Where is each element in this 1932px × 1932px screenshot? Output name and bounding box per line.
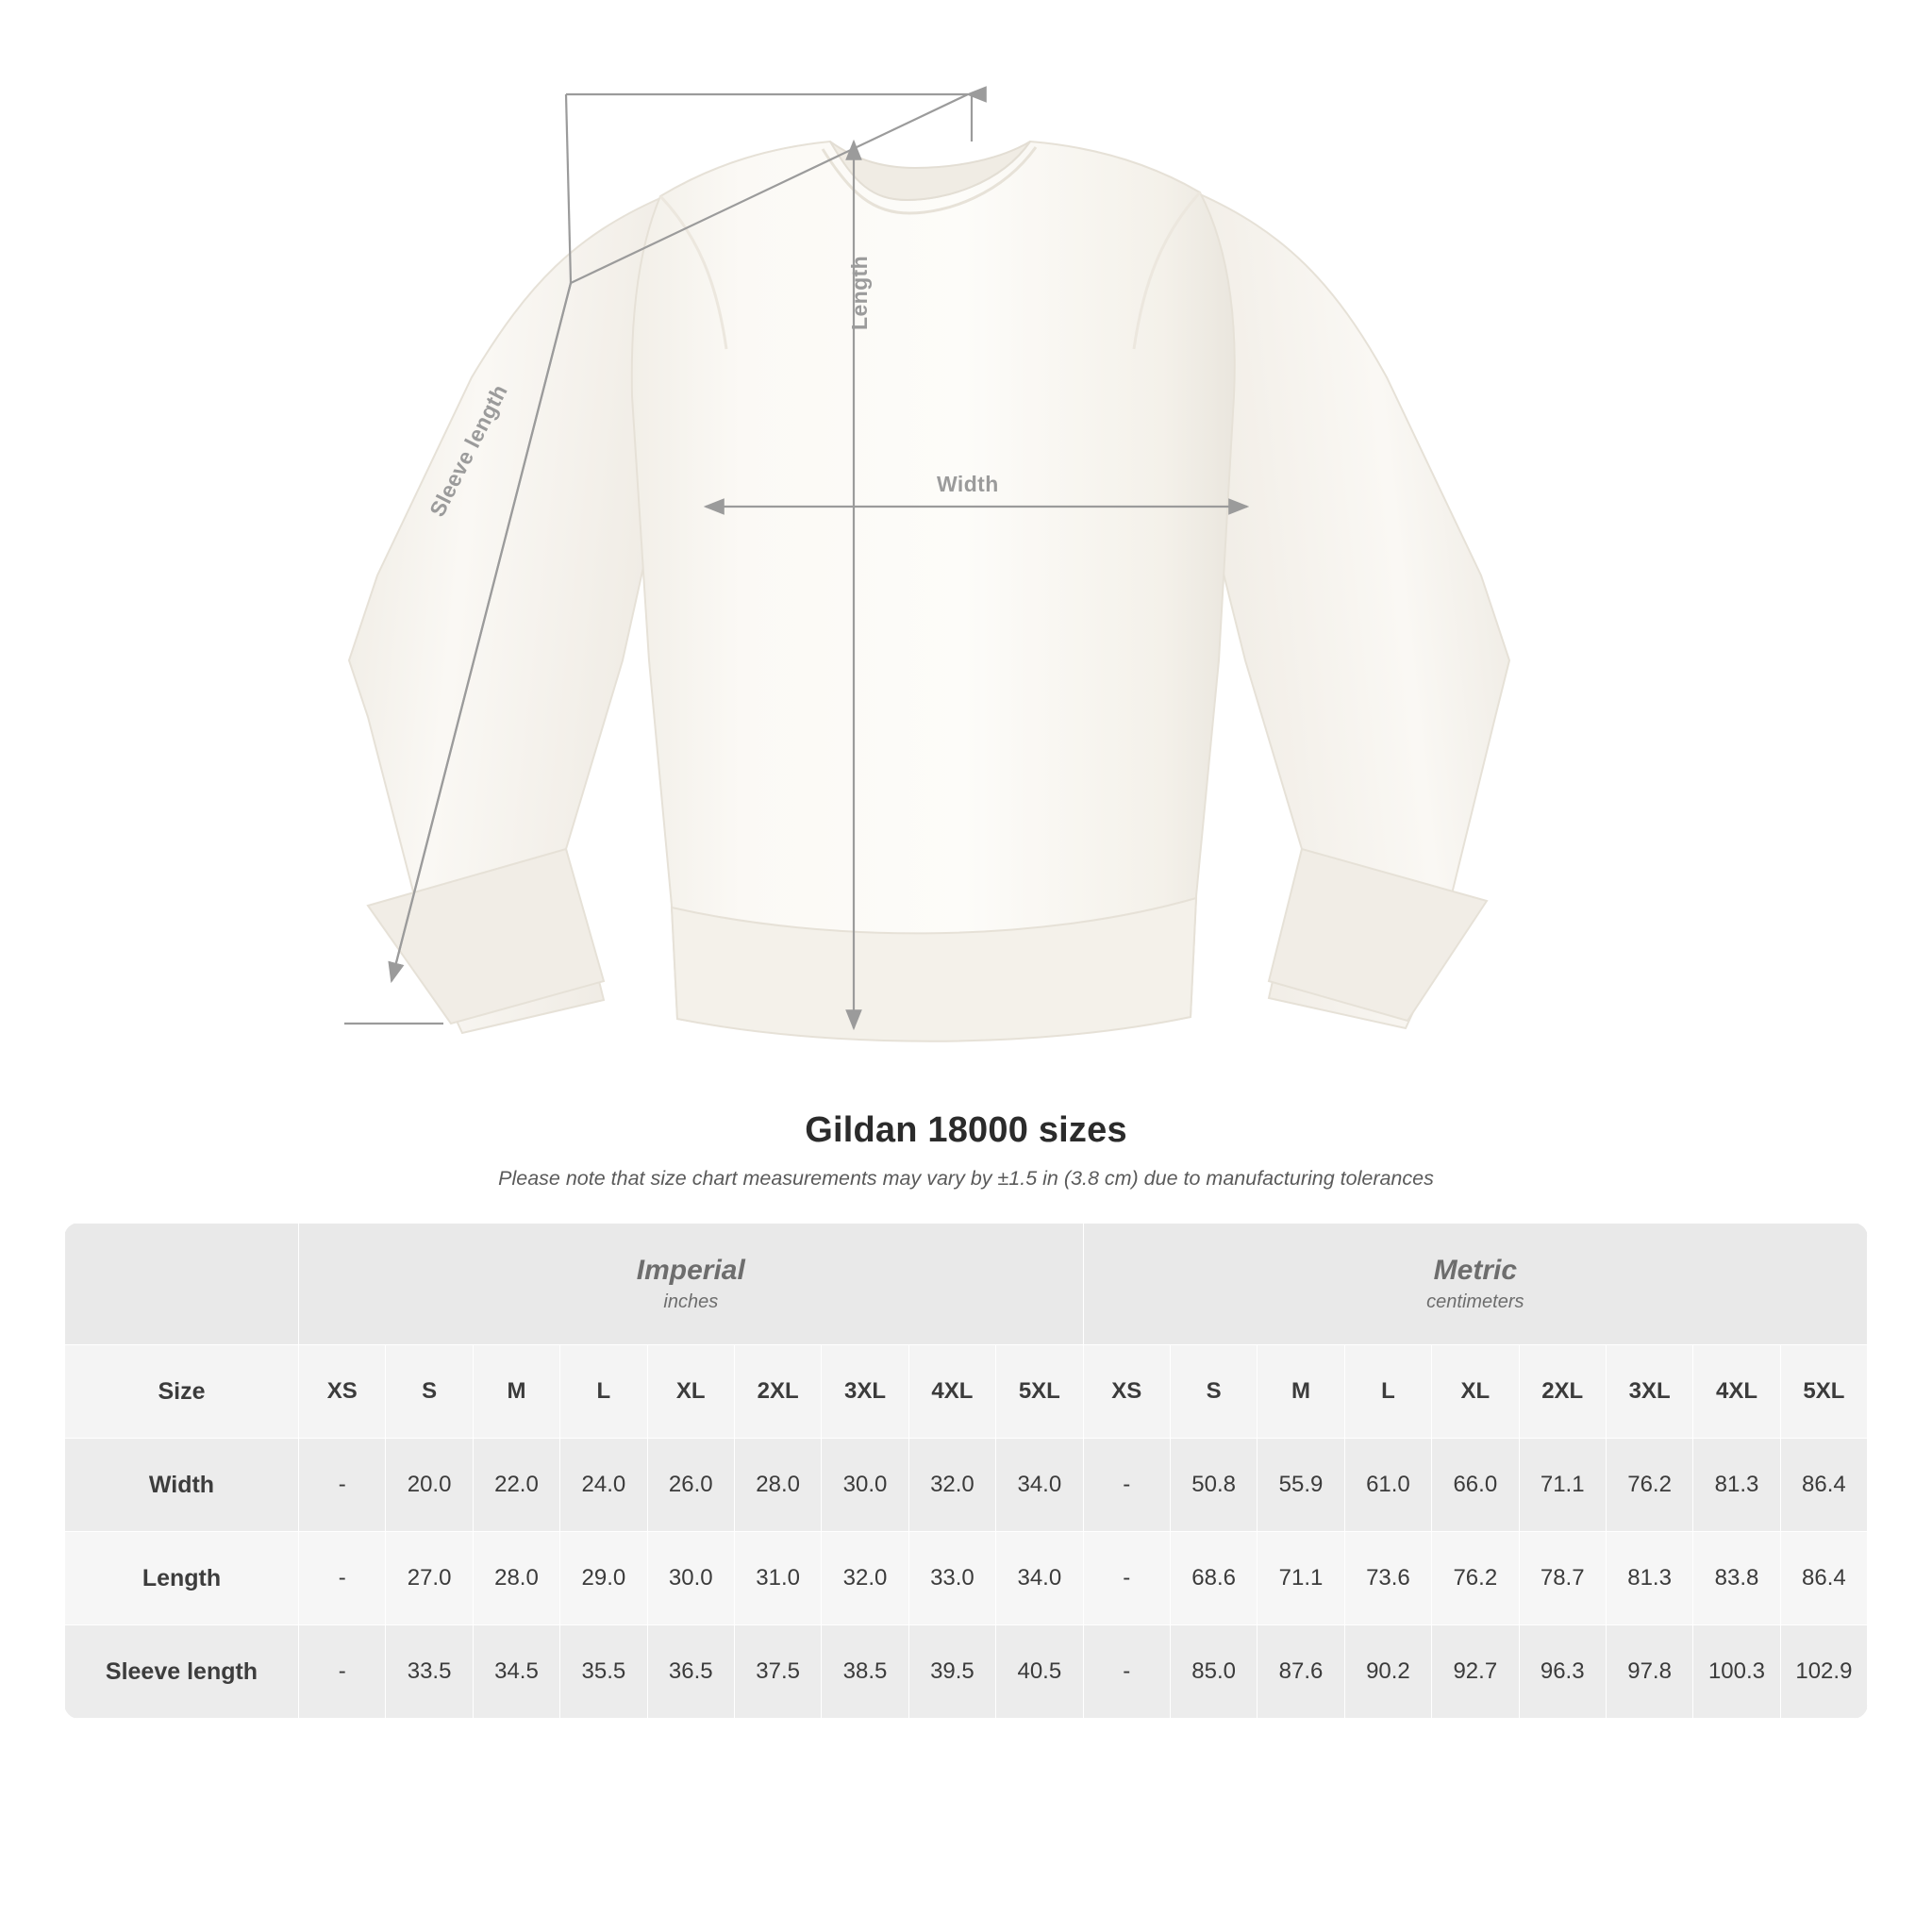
table-row — [65, 1532, 1868, 1625]
cell-length-metric-3xl: 81.3 — [1606, 1532, 1692, 1625]
cell-sleeve-metric-4xl: 100.3 — [1693, 1625, 1780, 1719]
cell-sleeve-metric-5xl: 102.9 — [1780, 1625, 1867, 1719]
size-table — [64, 1223, 1868, 1719]
cell-width-imperial-l: 24.0 — [560, 1439, 647, 1532]
cell-length-metric-xs: - — [1083, 1532, 1170, 1625]
cell-width-metric-5xl: 86.4 — [1780, 1439, 1867, 1532]
size-header-metric-xs: XS — [1083, 1345, 1170, 1439]
cell-width-imperial-xl: 26.0 — [647, 1439, 734, 1532]
cell-width-metric-4xl: 81.3 — [1693, 1439, 1780, 1532]
cell-length-imperial-4xl: 33.0 — [908, 1532, 995, 1625]
title-block — [0, 1110, 1932, 1191]
size-table-wrapper — [64, 1223, 1868, 1719]
cell-length-metric-m: 71.1 — [1257, 1532, 1344, 1625]
system-name-metric: Metric — [1433, 1255, 1518, 1286]
cell-length-metric-s: 68.6 — [1170, 1532, 1257, 1625]
size-header-imperial-s: S — [386, 1345, 473, 1439]
cell-sleeve-imperial-4xl: 39.5 — [908, 1625, 995, 1719]
size-header-metric-5xl: 5XL — [1780, 1345, 1867, 1439]
system-header-spacer — [65, 1224, 299, 1345]
cell-sleeve-metric-xl: 92.7 — [1432, 1625, 1519, 1719]
size-header-imperial-xl: XL — [647, 1345, 734, 1439]
cell-sleeve-imperial-3xl: 38.5 — [822, 1625, 908, 1719]
cell-width-imperial-m: 22.0 — [473, 1439, 559, 1532]
cell-length-metric-4xl: 83.8 — [1693, 1532, 1780, 1625]
cell-sleeve-imperial-2xl: 37.5 — [734, 1625, 821, 1719]
cell-length-metric-5xl: 86.4 — [1780, 1532, 1867, 1625]
cell-sleeve-metric-l: 90.2 — [1344, 1625, 1431, 1719]
system-unit-metric: centimeters — [1426, 1291, 1524, 1312]
cell-sleeve-imperial-s: 33.5 — [386, 1625, 473, 1719]
row-label-length: Length — [65, 1532, 299, 1625]
cell-length-metric-2xl: 78.7 — [1519, 1532, 1606, 1625]
cell-length-metric-l: 73.6 — [1344, 1532, 1431, 1625]
sweatshirt-shape — [349, 142, 1509, 1041]
cell-width-metric-xl: 66.0 — [1432, 1439, 1519, 1532]
cell-sleeve-imperial-xl: 36.5 — [647, 1625, 734, 1719]
cell-length-imperial-s: 27.0 — [386, 1532, 473, 1625]
cell-length-imperial-xs: - — [299, 1532, 386, 1625]
cell-length-imperial-m: 28.0 — [473, 1532, 559, 1625]
cell-sleeve-imperial-xs: - — [299, 1625, 386, 1719]
cell-width-metric-s: 50.8 — [1170, 1439, 1257, 1532]
system-header-imperial — [299, 1224, 1084, 1345]
cell-width-metric-l: 61.0 — [1344, 1439, 1431, 1532]
cell-sleeve-imperial-l: 35.5 — [560, 1625, 647, 1719]
cell-width-imperial-2xl: 28.0 — [734, 1439, 821, 1532]
tolerance-note: Please note that size chart measurements may vary by ±1.5 in (3.8 cm) due to manufacturing tolerances — [498, 1167, 1434, 1190]
size-header-metric-l: L — [1344, 1345, 1431, 1439]
size-header-imperial-3xl: 3XL — [822, 1345, 908, 1439]
cell-width-imperial-s: 20.0 — [386, 1439, 473, 1532]
system-header-row — [65, 1224, 1868, 1345]
size-header-imperial-2xl: 2XL — [734, 1345, 821, 1439]
system-unit-imperial: inches — [663, 1291, 719, 1312]
row-label-width: Width — [65, 1439, 299, 1532]
sleeve-length-guide-label: Sleeve length — [425, 380, 512, 521]
cell-length-imperial-xl: 30.0 — [647, 1532, 734, 1625]
system-name-imperial: Imperial — [636, 1255, 745, 1286]
cell-length-imperial-2xl: 31.0 — [734, 1532, 821, 1625]
cell-width-imperial-5xl: 34.0 — [996, 1439, 1083, 1532]
size-header-metric-3xl: 3XL — [1606, 1345, 1692, 1439]
size-header-label: Size — [65, 1345, 299, 1439]
size-header-row — [65, 1345, 1868, 1439]
cell-sleeve-imperial-5xl: 40.5 — [996, 1625, 1083, 1719]
cell-sleeve-metric-m: 87.6 — [1257, 1625, 1344, 1719]
size-header-imperial-xs: XS — [299, 1345, 386, 1439]
cell-width-metric-2xl: 71.1 — [1519, 1439, 1606, 1532]
size-header-metric-m: M — [1257, 1345, 1344, 1439]
page-title: Gildan 18000 sizes — [805, 1110, 1127, 1150]
cell-sleeve-imperial-m: 34.5 — [473, 1625, 559, 1719]
row-label-sleeve-length: Sleeve length — [65, 1625, 299, 1719]
cell-width-metric-m: 55.9 — [1257, 1439, 1344, 1532]
table-row — [65, 1625, 1868, 1719]
size-header-imperial-l: L — [560, 1345, 647, 1439]
system-header-metric — [1083, 1224, 1868, 1345]
size-header-metric-xl: XL — [1432, 1345, 1519, 1439]
cell-width-metric-3xl: 76.2 — [1606, 1439, 1692, 1532]
cell-sleeve-metric-3xl: 97.8 — [1606, 1625, 1692, 1719]
cell-sleeve-metric-xs: - — [1083, 1625, 1170, 1719]
cell-sleeve-metric-2xl: 96.3 — [1519, 1625, 1606, 1719]
size-header-imperial-m: M — [473, 1345, 559, 1439]
length-guide-label: Length — [847, 255, 872, 330]
cell-width-metric-xs: - — [1083, 1439, 1170, 1532]
cell-length-imperial-l: 29.0 — [560, 1532, 647, 1625]
cell-width-imperial-xs: - — [299, 1439, 386, 1532]
size-header-metric-4xl: 4XL — [1693, 1345, 1780, 1439]
width-guide-label: Width — [937, 472, 999, 496]
cell-length-imperial-3xl: 32.0 — [822, 1532, 908, 1625]
table-row — [65, 1439, 1868, 1532]
cell-length-metric-xl: 76.2 — [1432, 1532, 1519, 1625]
size-header-metric-s: S — [1170, 1345, 1257, 1439]
size-header-imperial-5xl: 5XL — [996, 1345, 1083, 1439]
cell-length-imperial-5xl: 34.0 — [996, 1532, 1083, 1625]
size-header-metric-2xl: 2XL — [1519, 1345, 1606, 1439]
cell-width-imperial-4xl: 32.0 — [908, 1439, 995, 1532]
size-header-imperial-4xl: 4XL — [908, 1345, 995, 1439]
cell-width-imperial-3xl: 30.0 — [822, 1439, 908, 1532]
cell-sleeve-metric-s: 85.0 — [1170, 1625, 1257, 1719]
